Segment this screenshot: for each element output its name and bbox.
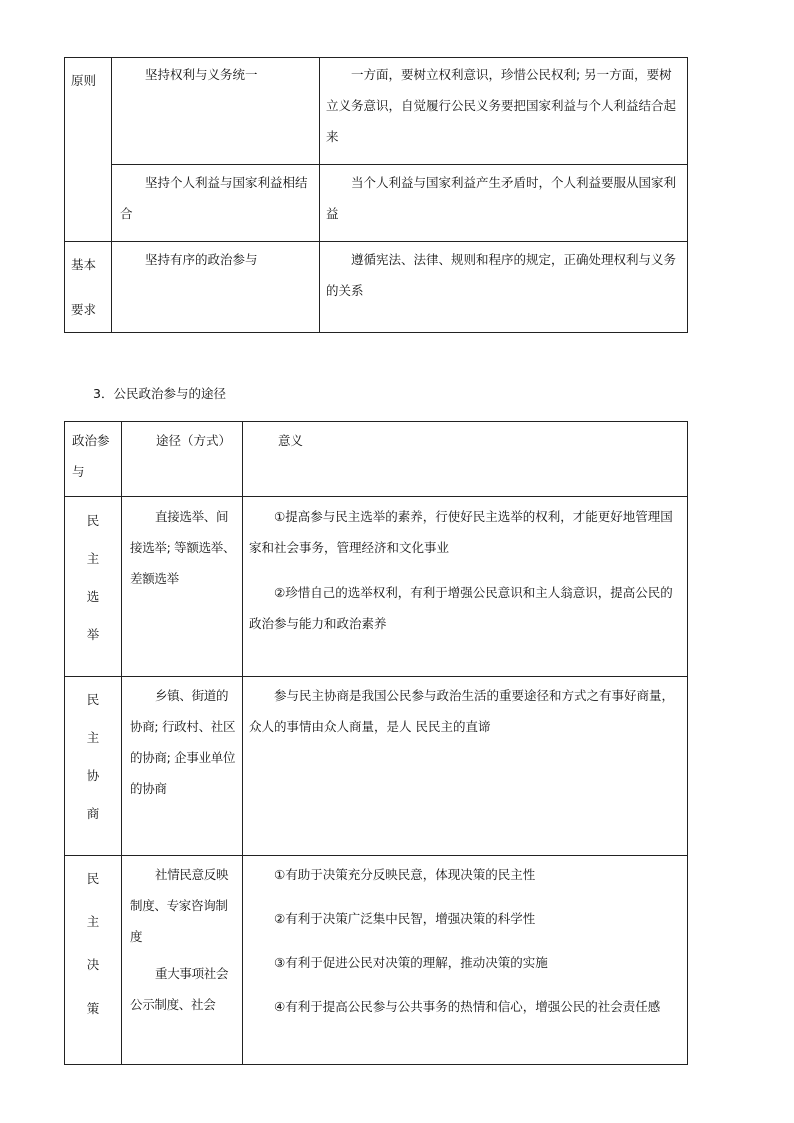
meaning-cell: ①提高参与民主选举的素养，行使好民主选举的权利，才能更好地管理国家和社会事务，管理经济和文化事业 ②珍惜自己的选举权利，有利于增强公民意识和主人翁意识，提高公民的政治参与能力和政治素养	[243, 497, 688, 677]
table-row	[65, 856, 688, 1065]
participation-ways-table	[64, 421, 688, 1065]
header-participation: 政治参与	[65, 422, 122, 497]
table-row	[65, 497, 688, 677]
table-row	[65, 58, 688, 165]
principle-content: 遵循宪法、法律、规则和程序的规定，正确处理权利与义务的关系	[320, 242, 688, 333]
meaning-cell: 参与民主协商是我国公民参与政治生活的重要途径和方式之有事好商量，众人的事情由众人商量，是人 民民主的直谛	[243, 677, 688, 856]
header-meaning: 意义	[243, 422, 688, 497]
table-row	[65, 677, 688, 856]
way-cell: 乡镇、街道的协商; 行政村、社区的协商; 企事业单位的协商	[122, 677, 243, 856]
category-democratic-election: 民 主 选 举	[65, 497, 122, 677]
principle-item: 坚持个人利益与国家利益相结合	[112, 165, 320, 242]
section-heading: 3．公民政治参与的途径	[93, 386, 226, 401]
table-header-row	[65, 422, 688, 497]
principle-content: 当个人利益与国家利益产生矛盾时，个人利益要服从国家利益	[320, 165, 688, 242]
header-way: 途径（方式）	[122, 422, 243, 497]
way-cell: 直接选举、间接选举; 等额选举、差额选举	[122, 497, 243, 677]
meaning-cell: ①有助于决策充分反映民意，体现决策的民主性 ②有利于决策广泛集中民智，增强决策的科学性 ③有利于促进公民对决策的理解，推动决策的实施 ④有利于提高公民参与公共事务的热情和信心，增强公民的社会责任感	[243, 856, 688, 1065]
principle-item: 坚持有序的政治参与	[112, 242, 320, 333]
principles-table	[64, 57, 688, 333]
way-cell: 社情民意反映制度、专家咨询制度 重大事项社会公示制度、社会	[122, 856, 243, 1065]
table-row	[65, 242, 688, 333]
category-democratic-consultation: 民 主 协 商	[65, 677, 122, 856]
table-row	[65, 165, 688, 242]
row-label-principle: 原则	[65, 58, 112, 242]
principle-item: 坚持权利与义务统一	[112, 58, 320, 165]
row-label-basic-requirement: 基本 要求	[65, 242, 112, 333]
principle-content: 一方面，要树立权利意识，珍惜公民权利; 另一方面，要树立义务意识，自觉履行公民义务要把国家利益与个人利益结合起来	[320, 58, 688, 165]
category-democratic-decision: 民 主 决 策	[65, 856, 122, 1065]
